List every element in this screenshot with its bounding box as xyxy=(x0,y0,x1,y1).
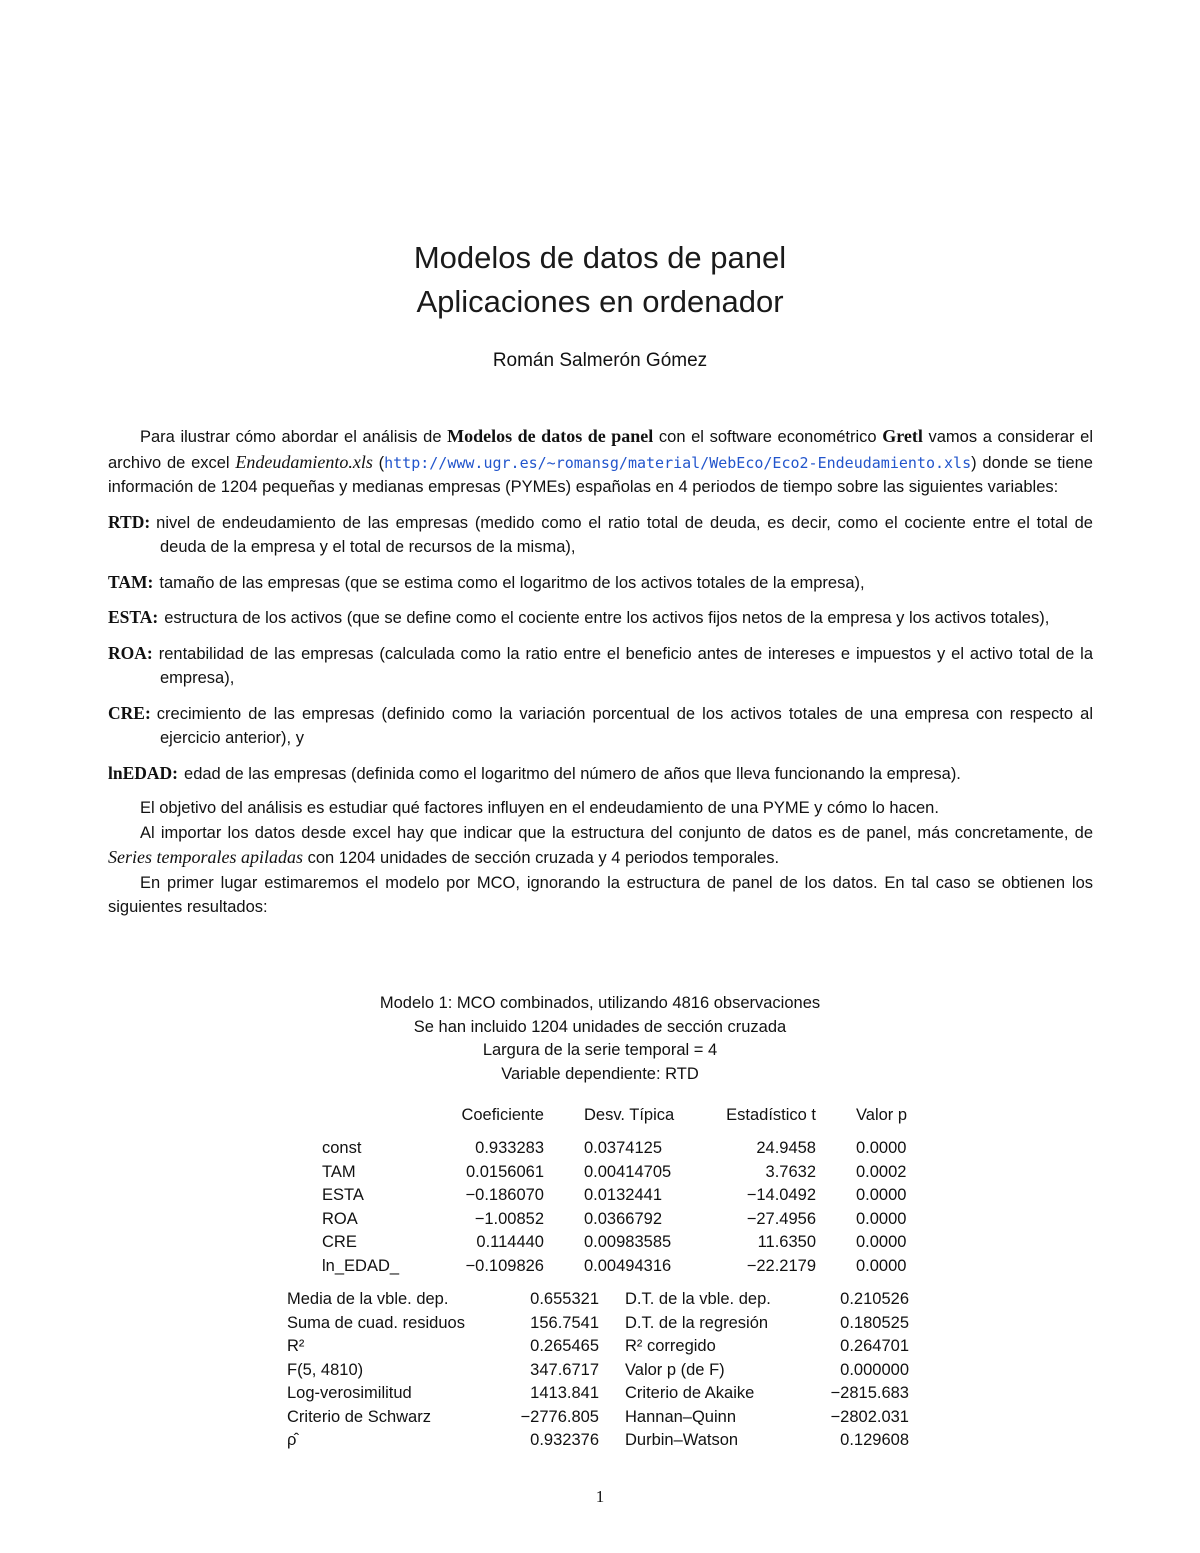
table-cell: Media de la vble. dep. xyxy=(287,1290,449,1309)
variable-term: lnEDAD: xyxy=(108,762,179,783)
table-cell: −14.0492 xyxy=(746,1186,816,1205)
variable-desc: edad de las empresas (definida como el logaritmo del número de años que lleva funcionando la empresa). xyxy=(184,764,961,783)
mco-paragraph: En primer lugar estimaremos el modelo por MCO, ignorando la estructura de panel de los datos. En tal caso se obtienen los siguientes resultados: xyxy=(108,873,1093,916)
table-cell: 1413.841 xyxy=(530,1384,599,1403)
table-cell: 0.0002 xyxy=(856,1162,907,1181)
table-cell: 0.00494316 xyxy=(584,1256,672,1275)
column-header: Estadístico t xyxy=(726,1105,816,1124)
table-cell: 0.180525 xyxy=(840,1313,909,1332)
table-cell: 3.7632 xyxy=(765,1162,816,1181)
model-line-3: Largura de la serie temporal = 4 xyxy=(482,1041,718,1059)
model-line-4: Variable dependiente: RTD xyxy=(501,1064,699,1083)
model-header xyxy=(0,992,1200,1086)
table-row xyxy=(287,1382,909,1406)
intro-bold-1: Modelos de datos de panel xyxy=(447,426,654,446)
variable-term: ESTA: xyxy=(108,607,159,627)
table-cell: 156.7541 xyxy=(530,1313,599,1332)
table-cell: 0.210526 xyxy=(840,1290,909,1309)
table-cell: 0.264701 xyxy=(840,1337,909,1356)
table-cell: 0.0000 xyxy=(856,1209,907,1228)
variable-desc: crecimiento de las empresas (definido como la variación porcentual de los activos totales de una empresa con respecto al ejercicio anterior), y xyxy=(156,704,1093,747)
table-cell: R² corregido xyxy=(625,1337,716,1356)
table-row xyxy=(310,1137,936,1161)
variable-term: ROA: xyxy=(108,642,153,663)
table-row xyxy=(310,1231,936,1255)
import-paragraph xyxy=(108,821,1093,871)
table-cell: D.T. de la vble. dep. xyxy=(625,1290,771,1309)
table-cell: ROA xyxy=(322,1209,358,1228)
table-cell: ESTA xyxy=(322,1186,364,1205)
variable-item xyxy=(108,761,1093,787)
table-cell: const xyxy=(322,1139,362,1158)
table-row xyxy=(310,1208,936,1232)
table-cell: CRE xyxy=(322,1233,357,1252)
table-cell: −2815.683 xyxy=(830,1384,909,1403)
table-cell: Durbin–Watson xyxy=(625,1431,739,1450)
table-cell: 347.6717 xyxy=(530,1360,599,1379)
table-cell: TAM xyxy=(322,1162,356,1181)
table-cell: 0.0156061 xyxy=(466,1162,544,1181)
table-row xyxy=(310,1161,936,1185)
objective-paragraph: El objetivo del análisis es estudiar qué factores influyen en el endeudamiento de una PYME y cómo lo hacen. xyxy=(140,799,939,817)
table-cell: F(5, 4810) xyxy=(287,1360,364,1379)
table-cell: −27.4956 xyxy=(746,1209,816,1228)
intro-text-3: vamos a considerar el archivo de excel xyxy=(108,428,1093,472)
file-url-link[interactable]: http://www.ugr.es/~romansg/material/WebEco/Eco2-Endeudamiento.xls xyxy=(384,453,972,472)
variable-term: TAM: xyxy=(108,571,154,592)
table-cell: 0.0374125 xyxy=(584,1139,662,1158)
table-cell: 0.00983585 xyxy=(584,1233,672,1252)
import-text-1: Al importar los datos desde excel hay que indicar que la estructura del conjunto de datos es de panel, más concretamente, de xyxy=(140,823,1093,842)
intro-text-1: Para ilustrar cómo abordar el análisis de xyxy=(140,428,448,446)
table-row xyxy=(287,1359,909,1383)
table-cell: −2802.031 xyxy=(830,1407,909,1426)
variable-list xyxy=(108,510,1093,787)
table-cell: −0.109826 xyxy=(465,1256,544,1275)
table-cell: ln_EDAD_ xyxy=(322,1256,400,1275)
table-cell: 0.933283 xyxy=(475,1139,544,1158)
variable-item xyxy=(108,510,1093,560)
table-cell: −2776.805 xyxy=(520,1407,599,1426)
table-cell: 0.114440 xyxy=(476,1233,544,1252)
document-subtitle: Aplicaciones en ordenador xyxy=(416,284,784,319)
table-cell: Valor p (de F) xyxy=(625,1360,725,1379)
table-cell: R² xyxy=(287,1337,305,1356)
variable-desc: estructura de los activos (que se define como el cociente entre los activos fijos netos de la empresa y los activos totales), xyxy=(164,609,1050,627)
import-italic: Series temporales apiladas xyxy=(108,847,303,867)
table-cell: 0.265465 xyxy=(530,1337,599,1356)
variable-desc: tamaño de las empresas (que se estima como el logaritmo de los activos totales de la empresa), xyxy=(159,573,865,592)
variable-desc: nivel de endeudamiento de las empresas (medido como el ratio total de deuda, es decir, como el cociente entre el total de deuda de la empresa y el total de recursos de la misma), xyxy=(156,513,1093,556)
variable-item xyxy=(108,570,1093,596)
table-cell: 0.932376 xyxy=(530,1431,599,1450)
statistics-table xyxy=(287,1288,909,1453)
table-row xyxy=(287,1288,909,1312)
table-cell: 0.0000 xyxy=(856,1186,907,1205)
intro-text-2: con el software econométrico xyxy=(653,428,883,446)
table-cell: −1.00852 xyxy=(474,1209,544,1228)
file-name: Endeudamiento.xls xyxy=(235,451,373,472)
intro-text-4: ( xyxy=(372,453,385,472)
intro-paragraph xyxy=(108,424,1093,500)
table-row xyxy=(287,1406,909,1430)
import-text-2: con 1204 unidades de sección cruzada y 4 periodos temporales. xyxy=(303,849,780,867)
table-row xyxy=(310,1255,936,1279)
table-cell: 0.0132441 xyxy=(584,1186,662,1205)
intro-bold-2: Gretl xyxy=(882,426,923,446)
variable-desc: rentabilidad de las empresas (calculada como la ratio entre el beneficio antes de intereses e impuestos y el activo total de la empresa), xyxy=(158,644,1093,687)
table-cell: Criterio de Akaike xyxy=(625,1384,755,1403)
table-cell: 0.0000 xyxy=(856,1233,907,1252)
model-line-2: Se han incluido 1204 unidades de sección cruzada xyxy=(413,1017,787,1036)
table-cell: Suma de cuad. residuos xyxy=(287,1313,465,1332)
table-header-row xyxy=(310,1103,936,1137)
table-cell: −0.186070 xyxy=(465,1186,544,1205)
table-cell: 0.0000 xyxy=(856,1256,907,1275)
table-cell: 11.6350 xyxy=(757,1233,816,1252)
table-cell: 24.9458 xyxy=(756,1139,816,1158)
table-row xyxy=(287,1335,909,1359)
table-row xyxy=(310,1184,936,1208)
table-cell: 0.000000 xyxy=(840,1360,909,1379)
table-cell: D.T. de la regresión xyxy=(625,1313,769,1332)
variable-item xyxy=(108,641,1093,691)
intro-text-5: ) donde se tiene información de 1204 pequeñas y medianas empresas (PYMEs) españolas en 4 periodos de tiempo sobre las siguientes variables: xyxy=(108,453,1093,496)
page-number: 1 xyxy=(595,1487,605,1506)
table-cell: Criterio de Schwarz xyxy=(287,1407,431,1426)
table-cell: 0.0000 xyxy=(856,1139,907,1158)
variable-item xyxy=(108,701,1093,751)
column-header: Desv. Típica xyxy=(584,1105,675,1124)
table-cell: 0.129608 xyxy=(840,1431,909,1450)
variable-item xyxy=(108,605,1093,631)
column-header: Valor p xyxy=(856,1105,908,1124)
author: Román Salmerón Gómez xyxy=(492,350,708,371)
variable-term: RTD: xyxy=(108,511,151,532)
table-cell: Log-verosimilitud xyxy=(287,1384,412,1403)
table-row xyxy=(287,1429,909,1453)
table-cell: 0.655321 xyxy=(530,1290,599,1309)
body-text xyxy=(108,424,1093,920)
table-row xyxy=(287,1312,909,1336)
table-cell: Hannan–Quinn xyxy=(625,1407,737,1426)
table-cell: ρ̂ xyxy=(287,1431,297,1450)
column-header xyxy=(310,1103,434,1137)
table-cell: 0.0366792 xyxy=(584,1209,662,1228)
column-header: Coeficiente xyxy=(461,1105,544,1124)
model-line-1: Modelo 1: MCO combinados, utilizando 4816 observaciones xyxy=(379,994,821,1012)
coefficient-table xyxy=(310,1103,936,1278)
variable-term: CRE: xyxy=(108,702,151,723)
table-cell: 0.00414705 xyxy=(584,1162,672,1181)
table-cell: −22.2179 xyxy=(746,1256,816,1275)
document-title: Modelos de datos de panel xyxy=(413,240,787,275)
